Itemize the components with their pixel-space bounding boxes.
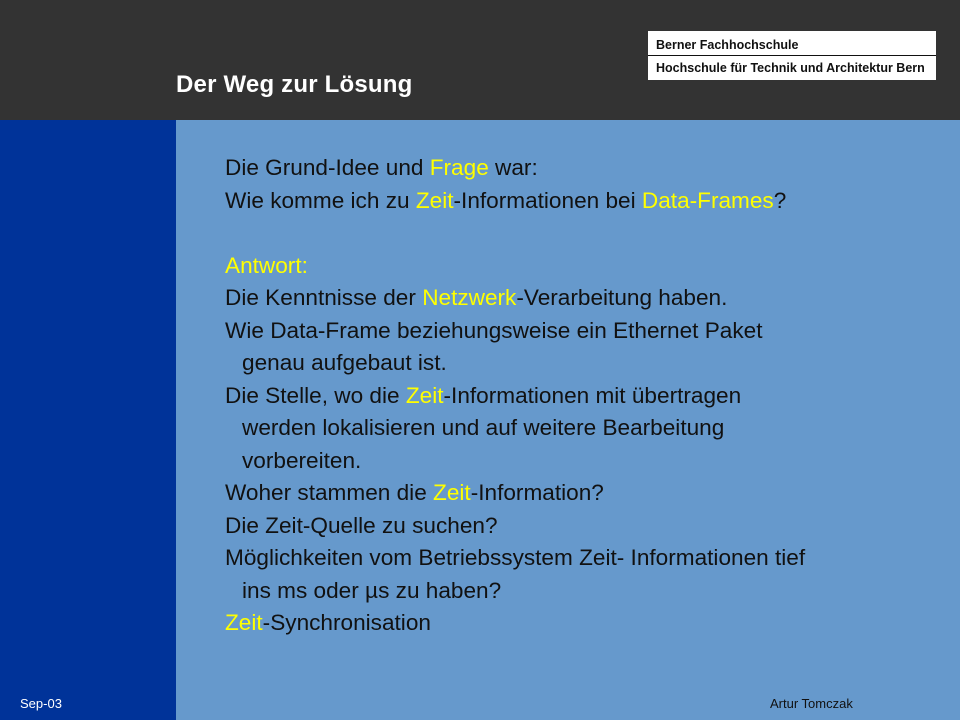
body-spacer xyxy=(225,217,945,250)
body-line-14: Zeit-Synchronisation xyxy=(225,610,431,635)
body-line-4: Die Kenntnisse der Netzwerk-Verarbeitung haben. xyxy=(225,285,728,310)
body-line-5: Wie Data-Frame beziehungsweise ein Ethernet Paket xyxy=(225,317,763,343)
logo-line-2: Hochschule für Technik und Architektur Bern xyxy=(656,61,925,75)
logo-divider xyxy=(648,55,936,56)
body-line-12: Möglichkeiten vom Betriebssystem Zeit- Informationen tief xyxy=(225,545,806,570)
left-sidebar-bar xyxy=(0,120,176,720)
footer-author: Artur Tomczak xyxy=(770,696,853,711)
logo-line-1: Berner Fachhochschule xyxy=(656,38,799,52)
body-line-1: Die Grund-Idee und Frage war: xyxy=(225,155,538,180)
body-line-answer: Antwort: xyxy=(225,252,308,278)
body-line-11: Die Zeit-Quelle zu suchen? xyxy=(225,512,498,538)
body-line-2: Wie komme ich zu Zeit-Informationen bei Data-Frames? xyxy=(225,187,787,213)
school-logo xyxy=(648,31,936,80)
body-line-6: genau aufgebaut ist. xyxy=(242,350,447,375)
body-line-10: Woher stammen die Zeit-Information? xyxy=(225,480,604,505)
body-line-9: vorbereiten. xyxy=(242,447,362,473)
body-line-8: werden lokalisieren und auf weitere Bearbeitung xyxy=(242,415,725,440)
body-line-13: ins ms oder µs zu haben? xyxy=(242,577,502,603)
slide-title: Der Weg zur Lösung xyxy=(176,71,413,98)
slide-body xyxy=(225,152,945,640)
footer-date: Sep-03 xyxy=(20,696,62,711)
body-line-7: Die Stelle, wo die Zeit-Informationen mit übertragen xyxy=(225,382,742,408)
